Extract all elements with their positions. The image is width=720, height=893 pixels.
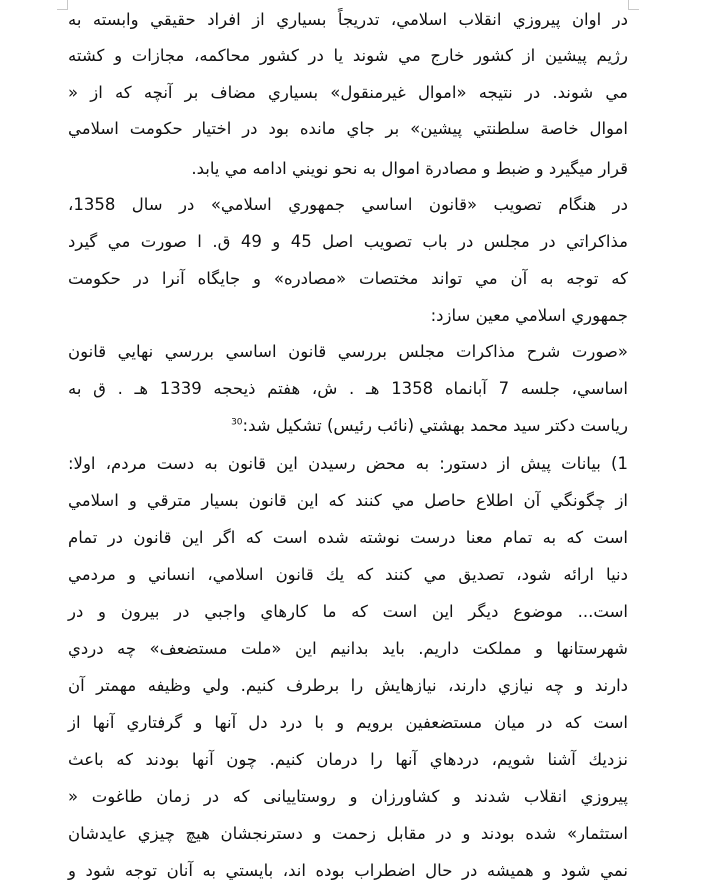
footnote-ref: 30 — [231, 417, 243, 428]
crop-mark-right-horizontal — [628, 9, 639, 10]
text-line: است كه به تمام معنا درست نوشته شده است كه اگر اين قانون در تمام — [68, 528, 628, 547]
text-line: جمهوري اسلامي معين سازد: — [430, 306, 628, 325]
text-line: است... موضوع ديگر اين است كه ما كارهاي واجبي در بيرون و در — [68, 602, 628, 621]
text-line: پيروزي انقلاب شدند و كشاورزان و روستاييانى كه در زمان طاغوت « — [68, 787, 628, 806]
crop-mark-left-horizontal — [57, 9, 68, 10]
text-line: است كه در ميان مستضعفين برويم و با درد دل آنها و گرفتاري آنها از — [68, 713, 628, 732]
text-line: مذاكراتي در مجلس در باب تصويب اصل 45 و 49 ق. ا صورت مي گيرد — [68, 232, 628, 251]
text-line: استثمار» شده بودند و در مقابل زحمت و دسترنجشان هيچ چيزي عايدشان — [68, 824, 628, 843]
text-line: 1) بيانات پيش از دستور: به محض رسيدن اين قانون به دست مردم، اولا: — [68, 454, 628, 473]
text-line: اساسي، جلسه 7 آبانماه 1358 هـ . ش، هفتم ذيحجه 1339 هـ . ق به — [68, 379, 628, 398]
text-line: دارند و چه نيازي دارند، نيازهايش را برطرف كنيم. ولي وظيفه مهمتر آن — [68, 676, 628, 695]
text-line: در هنگام تصويب «قانون اساسي جمهوري اسلامي» در سال 1358، — [68, 195, 628, 214]
text-line: شهرستانها و مملكت داريم. بايد بدانيم اين «ملت مستضعف» چه دردي — [68, 639, 628, 658]
text-line-with-footnote — [68, 408, 628, 444]
text-line: قرار ميگيرد و ضبط و مصادرة اموال به نحو نويني ادامه مي يابد. — [191, 159, 628, 178]
text-line: كه توجه به آن مي تواند مختصات «مصادره» و جايگاه آنرا در حكومت — [68, 269, 628, 288]
text-line: «صورت شرح مذاكرات مجلس بررسي قانون اساسي بررسي نهايي قانون — [68, 342, 628, 361]
text-line: رياست دكتر سيد محمد بهشتي (نائب رئيس) تشكيل شد: — [242, 416, 628, 435]
text-line: نمي شود و هميشه در حال اضطراب بوده اند، بايستي به آنان توجه شود و — [68, 861, 628, 880]
text-line: از چگونگي آن اطلاع حاصل مي كنند كه اين قانون بسيار مترقي و اسلامي — [68, 491, 628, 510]
text-line: در اوان پيروزي انقلاب اسلامي، تدريجاً بسياري از افراد حقيقي وابسته به — [68, 10, 628, 29]
text-line: مي شوند. در نتيجه «اموال غيرمنقول» بسياري مضاف بر آنچه كه از « — [68, 83, 628, 102]
text-line: دنيا ارائه شود، تصديق مي كنند كه يك قانون اسلامي، انساني و مردمي — [68, 565, 628, 584]
text-line: نزديك آشنا شويم، دردهاي آنها را درمان كنيم. چون آنها بودند كه باعث — [68, 750, 628, 769]
text-line: اموال خاصة سلطنتي پيشين» بر جاي مانده بود در اختيار حكومت اسلامي — [68, 119, 628, 138]
text-line: رژيم پيشين از كشور خارج مي شوند يا در كشور محاكمه، مجازات و كشته — [68, 46, 628, 65]
